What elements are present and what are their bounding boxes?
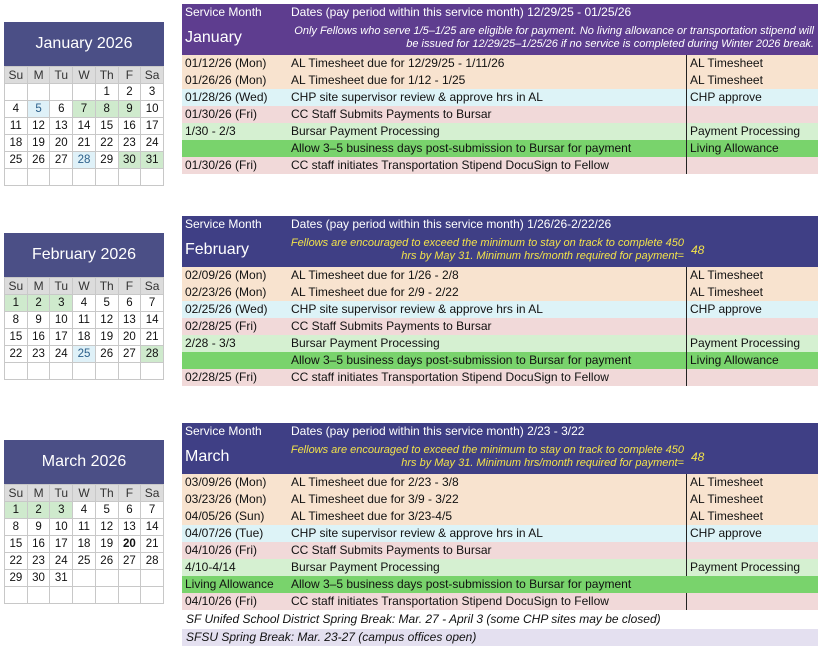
- schedule-row: [182, 369, 818, 386]
- service-month-label: Service Month: [185, 5, 262, 19]
- row-date: 04/10/26 (Fri): [185, 543, 258, 557]
- schedule-row: [182, 352, 818, 369]
- calendar-day: 17: [141, 118, 164, 135]
- calendar-day: 12: [28, 118, 51, 135]
- row-task: AL Timesheet due for 1/26 - 2/8: [291, 268, 459, 282]
- schedule-row: [182, 157, 818, 174]
- calendar-day: 14: [141, 312, 164, 329]
- row-category: CHP approve: [686, 89, 818, 106]
- row-date: 04/05/26 (Sun): [185, 509, 265, 523]
- row-category: Living Allowance: [686, 352, 818, 369]
- calendar-day: 31: [141, 152, 164, 169]
- day-of-week-header: Sa: [141, 67, 164, 84]
- day-of-week-header: Tu: [50, 67, 73, 84]
- calendar-empty-cell: [28, 363, 51, 380]
- row-date: 03/09/26 (Mon): [185, 475, 267, 489]
- calendar-day: 12: [96, 519, 119, 536]
- schedule-row: [182, 593, 818, 610]
- schedule-row: [182, 267, 818, 284]
- day-of-week-header: W: [73, 278, 96, 295]
- pay-period-dates: Dates (pay period within this service month) 1/26/26-2/22/26: [291, 217, 612, 231]
- calendar-empty-cell: [119, 169, 142, 186]
- row-category: AL Timesheet: [686, 491, 818, 508]
- row-task: CC Staff Submits Payments to Bursar: [291, 319, 492, 333]
- row-date: [182, 140, 288, 157]
- calendar-day: 10: [50, 312, 73, 329]
- min-hours-value: 48: [691, 243, 705, 257]
- calendar-day: 26: [96, 346, 119, 363]
- row-date: Living Allowance: [185, 577, 274, 591]
- row-category: [686, 318, 818, 335]
- day-of-week-header: Sa: [141, 485, 164, 502]
- calendar-empty-cell: [28, 84, 51, 101]
- row-category: AL Timesheet: [686, 508, 818, 525]
- calendar-day: 21: [141, 536, 164, 553]
- eligibility-note: Only Fellows who serve 1/5–1/25 are eligible for payment. No living allowance or transportation stipend will be issued for 12/29/25–1/25/26 if no service is completed during Winter 2026 break.: [294, 25, 814, 50]
- calendar-day: 8: [5, 519, 28, 536]
- calendar-day: 11: [73, 312, 96, 329]
- calendar-day: 1: [5, 502, 28, 519]
- day-of-week-header: Th: [96, 278, 119, 295]
- calendar-day: 24: [50, 553, 73, 570]
- calendar-day: 30: [28, 570, 51, 587]
- calendar-day: 15: [5, 329, 28, 346]
- calendar-day: 16: [28, 329, 51, 346]
- calendar-day: 8: [96, 101, 119, 118]
- min-hours-note: Fellows are encouraged to exceed the minimum to stay on track to complete 450 hrs by May 31. Minimum hrs/month required for payment=: [290, 237, 684, 262]
- calendar-day: 17: [50, 536, 73, 553]
- schedule-row: [182, 106, 818, 123]
- calendar-day: 23: [28, 346, 51, 363]
- calendar-day: 14: [73, 118, 96, 135]
- service-month-march: [182, 423, 818, 646]
- row-date: [182, 352, 288, 369]
- calendar-day: 10: [50, 519, 73, 536]
- calendar-day: 18: [73, 329, 96, 346]
- calendar-day: 5: [96, 295, 119, 312]
- row-task: CHP site supervisor review & approve hrs in AL: [291, 90, 543, 104]
- row-task: Allow 3–5 business days post-submission to Bursar for payment: [291, 577, 632, 591]
- calendar-day: 13: [50, 118, 73, 135]
- calendar-day: 26: [96, 553, 119, 570]
- row-category: [686, 157, 818, 174]
- row-category: Living Allowance: [686, 140, 818, 157]
- calendar-empty-cell: [141, 363, 164, 380]
- day-of-week-header: Th: [96, 67, 119, 84]
- calendar-day: 3: [141, 84, 164, 101]
- calendar-day: 28: [141, 553, 164, 570]
- month-banner: [182, 21, 818, 55]
- calendar-day: 22: [5, 346, 28, 363]
- schedule-row: [182, 576, 818, 593]
- row-date: 02/25/26 (Wed): [185, 302, 268, 316]
- schedule-row: [182, 89, 818, 106]
- calendar-empty-cell: [5, 363, 28, 380]
- calendar-empty-cell: [73, 587, 96, 604]
- row-category: Payment Processing: [686, 123, 818, 140]
- calendar-title: March 2026: [4, 440, 164, 484]
- calendar-day: 25: [5, 152, 28, 169]
- schedule-rows: [182, 55, 818, 174]
- schedule-row: [182, 140, 818, 157]
- calendar-empty-cell: [73, 363, 96, 380]
- calendar-day: 4: [73, 502, 96, 519]
- row-task: CHP site supervisor review & approve hrs in AL: [291, 526, 543, 540]
- calendar-day: 7: [141, 502, 164, 519]
- calendar-day: 29: [96, 152, 119, 169]
- calendar-day: 20: [50, 135, 73, 152]
- calendar-day: 1: [5, 295, 28, 312]
- calendar-day: 27: [119, 553, 142, 570]
- calendar-day: 14: [141, 519, 164, 536]
- calendar-grid: [4, 484, 164, 604]
- calendar-day: 28: [73, 152, 96, 169]
- row-task: CC staff initiates Transportation Stipend DocuSign to Fellow: [291, 158, 609, 172]
- row-date: 03/23/26 (Mon): [185, 492, 267, 506]
- calendar-day: 15: [5, 536, 28, 553]
- month-banner: [182, 440, 818, 474]
- schedule-rows: [182, 267, 818, 386]
- row-category: [686, 593, 818, 610]
- day-of-week-header: Tu: [50, 278, 73, 295]
- row-category: Payment Processing: [686, 559, 818, 576]
- calendar-empty-cell: [5, 84, 28, 101]
- schedule-row: [182, 559, 818, 576]
- schedule-row: [182, 55, 818, 72]
- calendar-day: 6: [119, 295, 142, 312]
- calendar-day: 7: [141, 295, 164, 312]
- calendar-day: 19: [96, 329, 119, 346]
- month-name: January: [185, 29, 242, 46]
- day-of-week-header: F: [119, 67, 142, 84]
- calendar-day: 21: [73, 135, 96, 152]
- schedule-row: [182, 301, 818, 318]
- footnotes: [182, 611, 818, 646]
- service-month-january: [182, 4, 818, 174]
- calendar-empty-cell: [50, 169, 73, 186]
- calendar-day: 25: [73, 346, 96, 363]
- month-name: March: [185, 448, 230, 465]
- row-category: [686, 542, 818, 559]
- calendar-day: 6: [119, 502, 142, 519]
- calendar-day: 22: [96, 135, 119, 152]
- schedule-rows: [182, 474, 818, 610]
- calendar-day: 26: [28, 152, 51, 169]
- calendar-day: 5: [28, 101, 51, 118]
- pay-period-dates: Dates (pay period within this service month) 12/29/25 - 01/25/26: [291, 5, 632, 19]
- calendar-day: 28: [141, 346, 164, 363]
- section-header: [182, 423, 818, 440]
- calendar-day: 2: [119, 84, 142, 101]
- footnote-row: [182, 629, 818, 646]
- calendar-day: 3: [50, 295, 73, 312]
- row-task: AL Timesheet due for 12/29/25 - 1/11/26: [291, 56, 505, 70]
- calendar-day: 22: [5, 553, 28, 570]
- row-date: 01/28/26 (Wed): [185, 90, 268, 104]
- calendar-day: 15: [96, 118, 119, 135]
- calendar-day: 7: [73, 101, 96, 118]
- row-category: AL Timesheet: [686, 284, 818, 301]
- pay-period-dates: Dates (pay period within this service month) 2/23 - 3/22: [291, 424, 585, 438]
- calendar-day: 2: [28, 295, 51, 312]
- row-category: Payment Processing: [686, 335, 818, 352]
- row-date: 02/23/26 (Mon): [185, 285, 267, 299]
- row-category: [686, 369, 818, 386]
- calendar-empty-cell: [28, 587, 51, 604]
- day-of-week-header: Th: [96, 485, 119, 502]
- row-category: AL Timesheet: [686, 267, 818, 284]
- row-task: CC Staff Submits Payments to Bursar: [291, 543, 492, 557]
- service-month-label: Service Month: [185, 424, 262, 438]
- calendar-day: 16: [119, 118, 142, 135]
- row-task: CC staff initiates Transportation Stipend DocuSign to Fellow: [291, 594, 609, 608]
- calendar-day: 18: [5, 135, 28, 152]
- calendar-day: 21: [141, 329, 164, 346]
- month-banner: [182, 233, 818, 267]
- calendar-day: 27: [119, 346, 142, 363]
- row-task: CHP site supervisor review & approve hrs in AL: [291, 302, 543, 316]
- row-task: AL Timesheet due for 2/9 - 2/22: [291, 285, 459, 299]
- day-of-week-header: M: [28, 67, 51, 84]
- schedule-row: [182, 72, 818, 89]
- day-of-week-header: Su: [5, 67, 28, 84]
- row-task: Bursar Payment Processing: [291, 560, 440, 574]
- row-date: 01/30/26 (Fri): [185, 158, 258, 172]
- calendar-empty-cell: [141, 169, 164, 186]
- calendar-day: 4: [73, 295, 96, 312]
- schedule-row: [182, 491, 818, 508]
- calendar-day: 9: [28, 312, 51, 329]
- calendar-day: 19: [28, 135, 51, 152]
- schedule-row: [182, 525, 818, 542]
- day-of-week-header: Su: [5, 278, 28, 295]
- calendar-day: 3: [50, 502, 73, 519]
- calendar-title: January 2026: [4, 22, 164, 66]
- calendar-day: 11: [5, 118, 28, 135]
- calendar-day: 24: [141, 135, 164, 152]
- calendar-empty-cell: [50, 587, 73, 604]
- row-date: 4/10-4/14: [185, 560, 236, 574]
- calendar-day: 18: [73, 536, 96, 553]
- calendar-day: 17: [50, 329, 73, 346]
- row-task: AL Timesheet due for 1/12 - 1/25: [291, 73, 466, 87]
- calendar-day: 9: [119, 101, 142, 118]
- calendar-march: [4, 440, 164, 604]
- calendar-day: 5: [96, 502, 119, 519]
- calendar-day: 4: [5, 101, 28, 118]
- row-category: AL Timesheet: [686, 474, 818, 491]
- calendar-empty-cell: [50, 363, 73, 380]
- calendar-day: 27: [50, 152, 73, 169]
- row-date: 01/12/26 (Mon): [185, 56, 267, 70]
- calendar-day: 13: [119, 519, 142, 536]
- schedule-row: [182, 508, 818, 525]
- calendar-empty-cell: [73, 84, 96, 101]
- day-of-week-header: W: [73, 485, 96, 502]
- calendar-day: 24: [50, 346, 73, 363]
- row-date: 01/30/26 (Fri): [185, 107, 258, 121]
- day-of-week-header: F: [119, 485, 142, 502]
- calendar-day: 19: [96, 536, 119, 553]
- calendar-empty-cell: [5, 169, 28, 186]
- schedule-row: [182, 474, 818, 491]
- spring-break-note: SFSU Spring Break: Mar. 23-27 (campus offices open): [186, 630, 477, 644]
- day-of-week-header: Tu: [50, 485, 73, 502]
- calendar-day: 20: [119, 329, 142, 346]
- row-date: 2/28 - 3/3: [185, 336, 236, 350]
- row-task: CC Staff Submits Payments to Bursar: [291, 107, 492, 121]
- row-category: [686, 106, 818, 123]
- schedule-row: [182, 123, 818, 140]
- calendar-empty-cell: [28, 169, 51, 186]
- row-date: 01/26/26 (Mon): [185, 73, 267, 87]
- calendar-empty-cell: [96, 363, 119, 380]
- row-date: 02/28/25 (Fri): [185, 370, 258, 384]
- row-category: [686, 576, 818, 593]
- day-of-week-header: M: [28, 485, 51, 502]
- calendar-day: 11: [73, 519, 96, 536]
- spring-break-note: SF Unifed School District Spring Break: Mar. 27 - April 3 (some CHP sites may be closed): [186, 612, 661, 626]
- calendar-empty-cell: [73, 570, 96, 587]
- calendar-empty-cell: [141, 570, 164, 587]
- calendar-empty-cell: [119, 363, 142, 380]
- row-category: AL Timesheet: [686, 55, 818, 72]
- service-month-february: [182, 216, 818, 386]
- calendar-empty-cell: [96, 169, 119, 186]
- calendar-day: 29: [5, 570, 28, 587]
- row-task: Bursar Payment Processing: [291, 124, 440, 138]
- schedule-row: [182, 542, 818, 559]
- month-name: February: [185, 241, 250, 258]
- calendar-february: [4, 233, 164, 380]
- calendar-grid: [4, 277, 164, 380]
- footnote-row: [182, 611, 818, 628]
- calendar-day: 23: [28, 553, 51, 570]
- row-task: AL Timesheet due for 3/9 - 3/22: [291, 492, 459, 506]
- calendar-day: 13: [119, 312, 142, 329]
- row-task: AL Timesheet due for 3/23-4/5: [291, 509, 452, 523]
- schedule-row: [182, 318, 818, 335]
- schedule-row: [182, 284, 818, 301]
- calendar-day: 9: [28, 519, 51, 536]
- calendar-day: 30: [119, 152, 142, 169]
- row-task: Allow 3–5 business days post-submission to Bursar for payment: [291, 353, 632, 367]
- day-of-week-header: M: [28, 278, 51, 295]
- calendar-empty-cell: [50, 84, 73, 101]
- schedule-row: [182, 335, 818, 352]
- section-header: [182, 216, 818, 233]
- day-of-week-header: Sa: [141, 278, 164, 295]
- calendar-day: 12: [96, 312, 119, 329]
- calendar-empty-cell: [119, 570, 142, 587]
- row-date: 1/30 - 2/3: [185, 124, 236, 138]
- row-date: 04/07/26 (Tue): [185, 526, 264, 540]
- calendar-day: 25: [73, 553, 96, 570]
- calendar-day: 16: [28, 536, 51, 553]
- calendar-january: [4, 22, 164, 186]
- calendar-day: 20: [119, 536, 142, 553]
- calendar-day: 1: [96, 84, 119, 101]
- day-of-week-header: W: [73, 67, 96, 84]
- row-date: 02/09/26 (Mon): [185, 268, 267, 282]
- row-date: 04/10/26 (Fri): [185, 594, 258, 608]
- calendar-empty-cell: [5, 587, 28, 604]
- row-task: Allow 3–5 business days post-submission to Bursar for payment: [291, 141, 632, 155]
- row-category: CHP approve: [686, 525, 818, 542]
- calendar-title: February 2026: [4, 233, 164, 277]
- calendar-day: 6: [50, 101, 73, 118]
- calendar-empty-cell: [73, 169, 96, 186]
- section-header: [182, 4, 818, 21]
- row-task: Bursar Payment Processing: [291, 336, 440, 350]
- calendar-day: 2: [28, 502, 51, 519]
- calendar-empty-cell: [96, 587, 119, 604]
- day-of-week-header: Su: [5, 485, 28, 502]
- calendar-day: 23: [119, 135, 142, 152]
- calendar-empty-cell: [96, 570, 119, 587]
- calendar-grid: [4, 66, 164, 186]
- row-category: CHP approve: [686, 301, 818, 318]
- service-month-label: Service Month: [185, 217, 262, 231]
- row-category: AL Timesheet: [686, 72, 818, 89]
- min-hours-note: Fellows are encouraged to exceed the minimum to stay on track to complete 450 hrs by May 31. Minimum hrs/month required for payment=: [290, 444, 684, 469]
- calendar-day: 10: [141, 101, 164, 118]
- row-date: 02/28/25 (Fri): [185, 319, 258, 333]
- calendar-day: 8: [5, 312, 28, 329]
- calendar-empty-cell: [141, 587, 164, 604]
- row-task: AL Timesheet due for 2/23 - 3/8: [291, 475, 459, 489]
- day-of-week-header: F: [119, 278, 142, 295]
- calendar-empty-cell: [119, 587, 142, 604]
- min-hours-value: 48: [691, 450, 705, 464]
- row-task: CC staff initiates Transportation Stipend DocuSign to Fellow: [291, 370, 609, 384]
- calendar-day: 31: [50, 570, 73, 587]
